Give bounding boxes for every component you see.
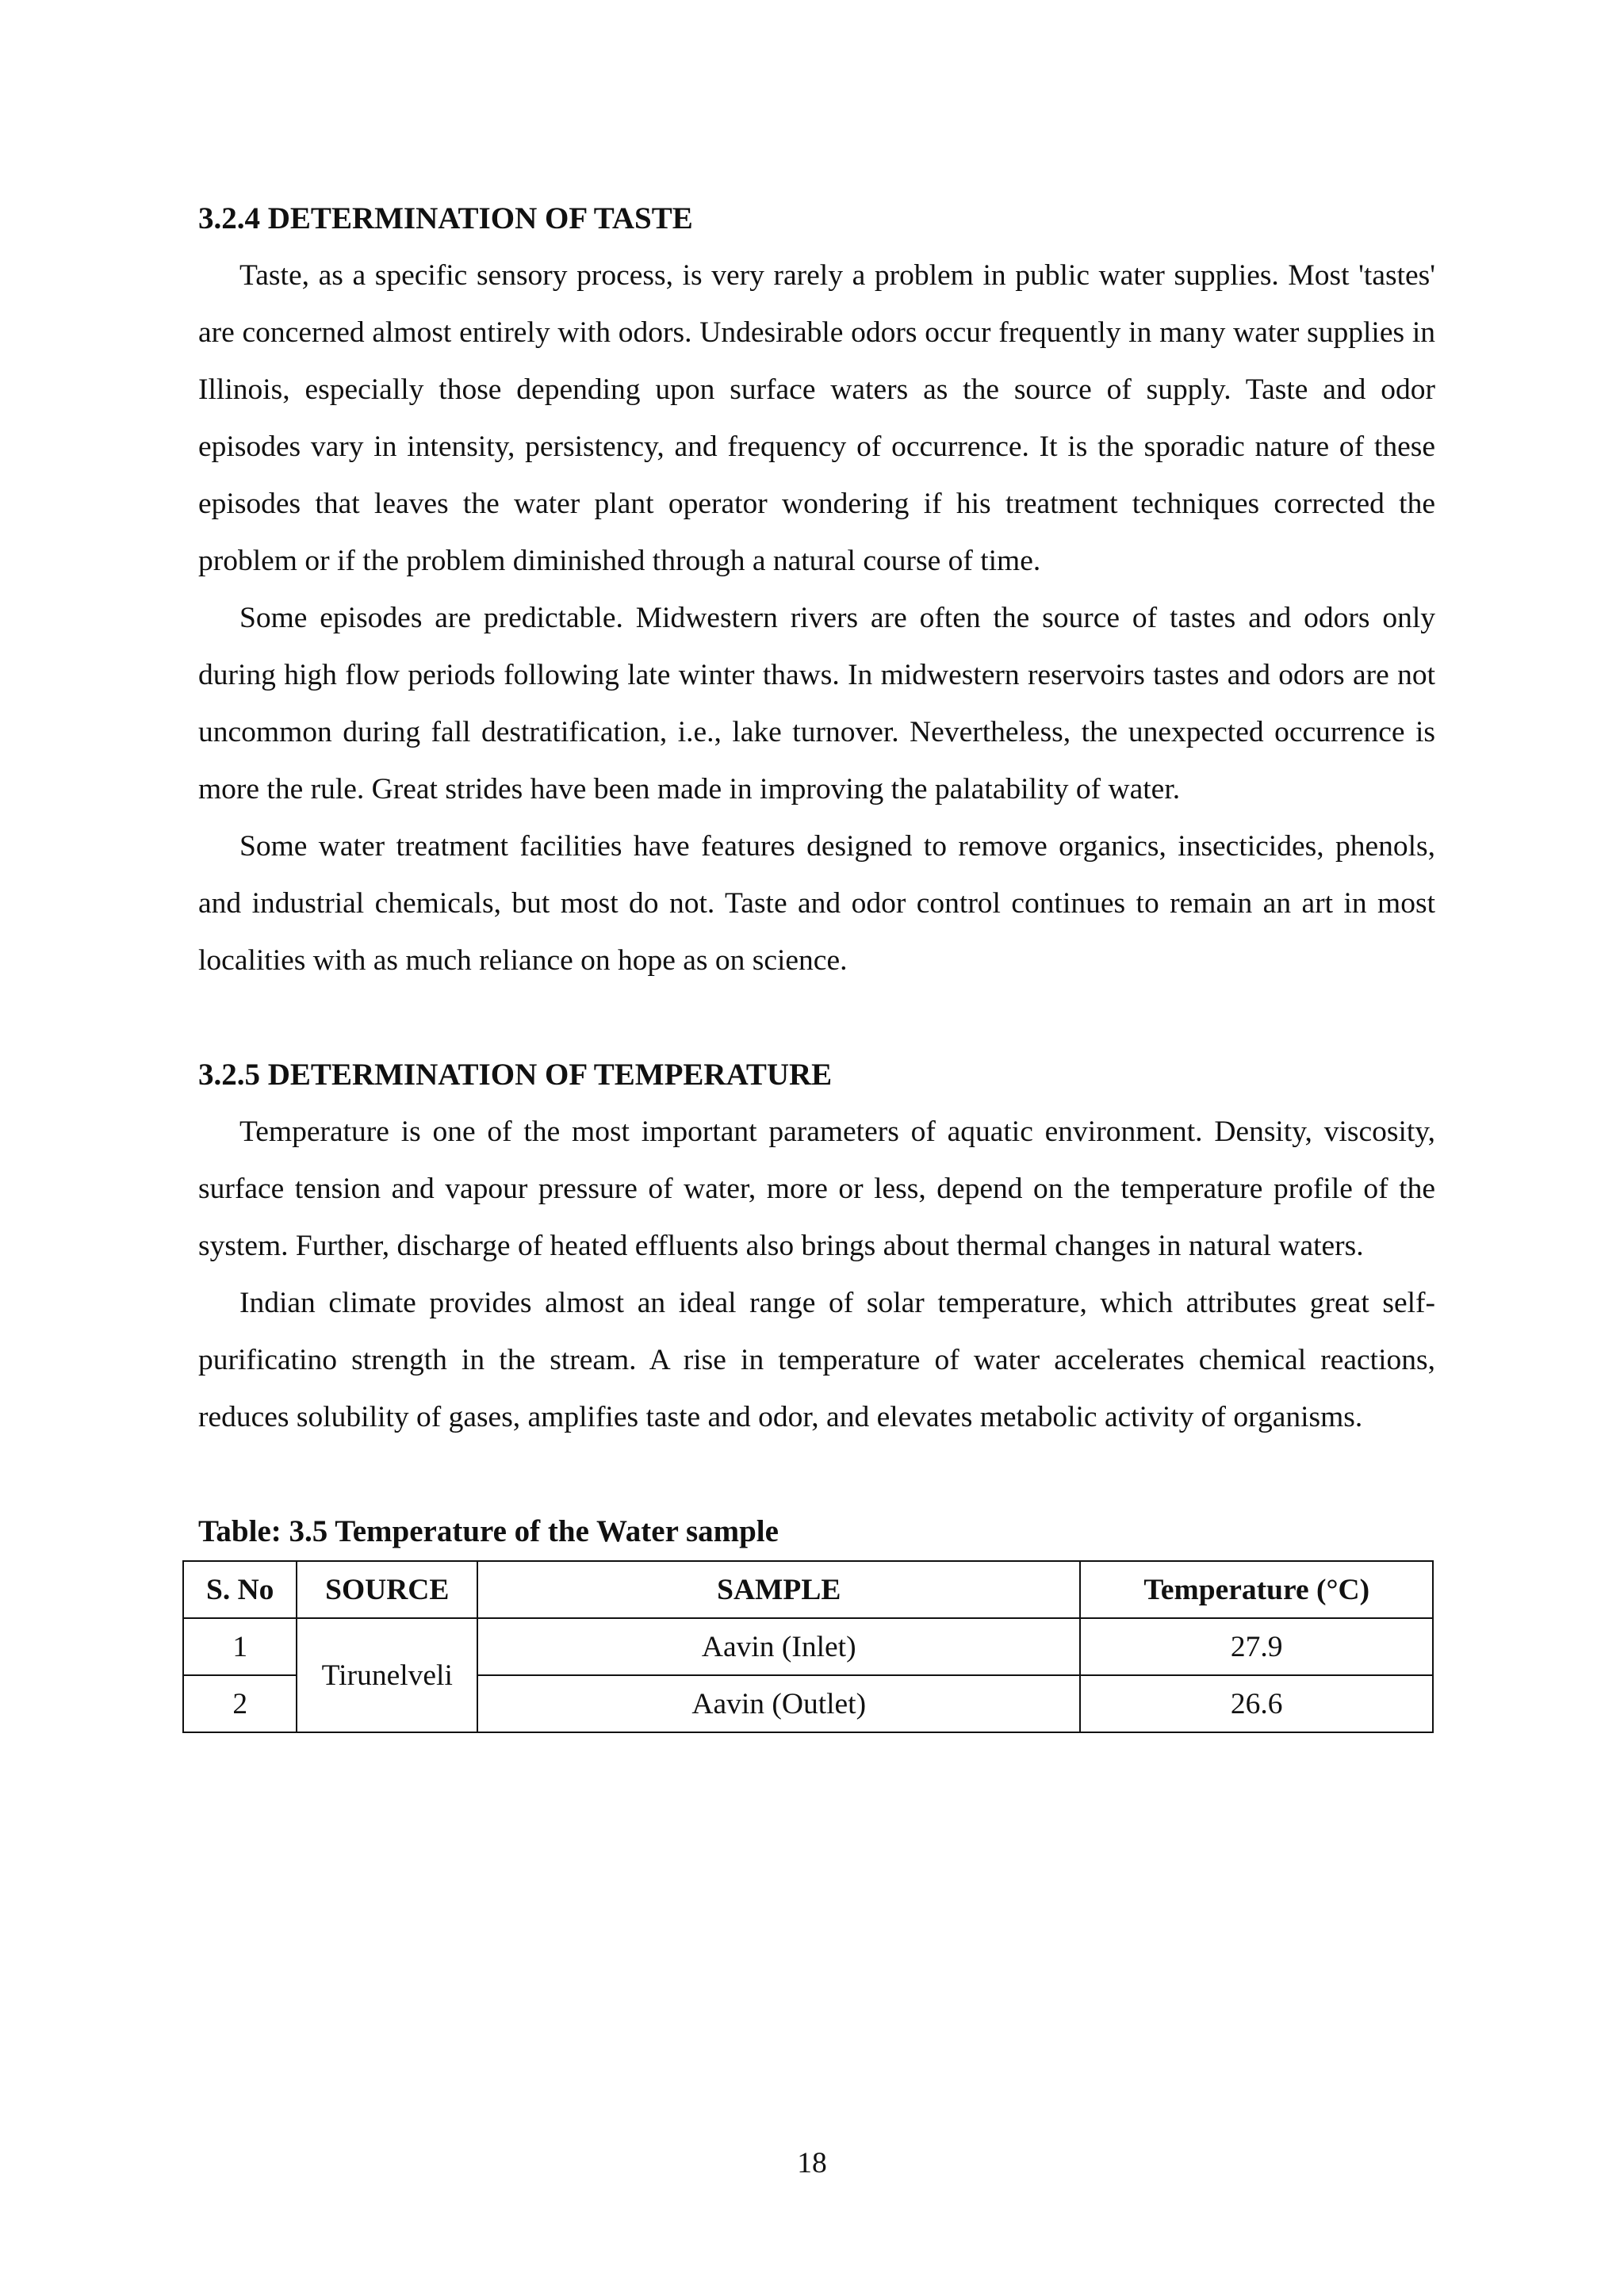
cell-source: Tirunelveli <box>297 1618 477 1732</box>
paragraph: Temperature is one of the most important parameters of aquatic environment. Density, viscosity, surface tension and vapour pressure of water, more or less, depend on the temperature profile of the system. Further, discharge of heated effluents also brings about thermal changes in natural waters. <box>198 1115 1435 1262</box>
table-caption: Table: 3.5 Temperature of the Water sample <box>198 1514 779 1548</box>
document-page <box>198 190 1435 1733</box>
section-heading: 3.2.4 DETERMINATION OF TASTE <box>198 201 693 235</box>
cell-sample: Aavin (Inlet) <box>477 1618 1080 1675</box>
table-row <box>183 1618 1433 1675</box>
cell-temperature: 27.9 <box>1080 1618 1433 1675</box>
header-sample: SAMPLE <box>477 1561 1080 1618</box>
table-header-row <box>183 1561 1433 1618</box>
header-temperature: Temperature (°C) <box>1080 1561 1433 1618</box>
section-taste <box>198 190 1435 989</box>
paragraph: Some water treatment facilities have features designed to remove organics, insecticides, phenols, and industrial chemicals, but most do not. Taste and odor control continues to remain an art in most localities with as much reliance on hope as on science. <box>198 830 1435 977</box>
cell-sno: 2 <box>183 1675 297 1732</box>
cell-temperature: 26.6 <box>1080 1675 1433 1732</box>
section-heading: 3.2.5 DETERMINATION OF TEMPERATURE <box>198 1058 833 1092</box>
header-source: SOURCE <box>297 1561 477 1618</box>
temperature-table <box>182 1560 1434 1733</box>
section-temperature <box>198 1047 1435 1446</box>
paragraph: Indian climate provides almost an ideal range of solar temperature, which attributes great self-purificatino strength in the stream. A rise in temperature of water accelerates chemical reactions, reduces solubility of gases, amplifies taste and odor, and elevates metabolic activity of organisms. <box>198 1287 1435 1433</box>
header-sno: S. No <box>183 1561 297 1618</box>
page-number: 18 <box>797 2147 827 2179</box>
cell-sno: 1 <box>183 1618 297 1675</box>
cell-sample: Aavin (Outlet) <box>477 1675 1080 1732</box>
paragraph: Some episodes are predictable. Midwestern rivers are often the source of tastes and odors only during high flow periods following late winter thaws. In midwestern reservoirs tastes and odors are not uncommon during fall destratification, i.e., lake turnover. Nevertheless, the unexpected occurrence is more the rule. Great strides have been made in improving the palatability of water. <box>198 602 1435 806</box>
paragraph: Taste, as a specific sensory process, is very rarely a problem in public water supplies. Most 'tastes' are concerned almost entirely with odors. Undesirable odors occur frequently in many water supplies in Illinois, especially those depending upon surface waters as the source of supply. Taste and odor episodes vary in intensity, persistency, and frequency of occurrence. It is the sporadic nature of these episodes that leaves the water plant operator wondering if his treatment techniques corrected the problem or if the problem diminished through a natural course of time. <box>198 259 1435 577</box>
